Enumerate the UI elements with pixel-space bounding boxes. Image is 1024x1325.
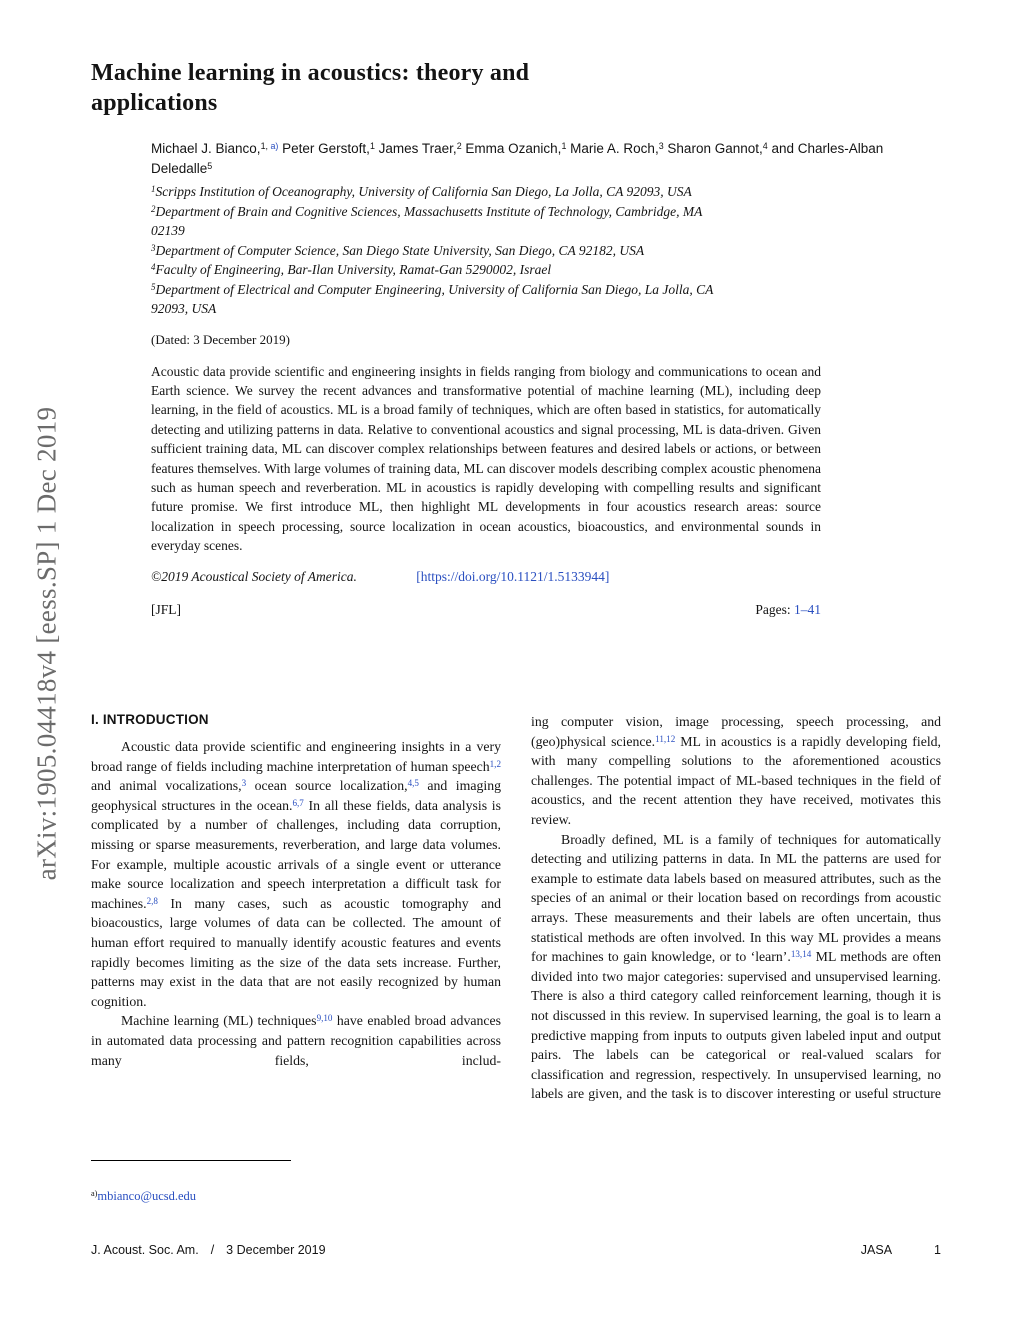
- footnote: [91, 1189, 196, 1204]
- title-line-1: Machine learning in acoustics: theory and: [91, 60, 530, 86]
- doi-link[interactable]: [https://doi.org/10.1121/1.5133944]: [416, 568, 610, 584]
- arxiv-stamp: arXiv:1905.04418v4 [eess.SP] 1 Dec 2019: [31, 406, 62, 881]
- pages-label: Pages:: [755, 601, 791, 617]
- jfl-pages-line: [151, 602, 821, 618]
- body-columns: [91, 712, 941, 1104]
- footer-journal-info: [91, 1243, 326, 1257]
- copyright-text: ©2019 Acoustical Society of America.: [151, 568, 357, 584]
- section-heading-introduction: I. INTRODUCTION: [91, 712, 209, 727]
- footer-journal-name: J. Acoust. Soc. Am.: [91, 1243, 199, 1257]
- affiliation-2: $^2$Department of Brain and Cognitive Sciences, Massachusetts Institute of Technology, Cambridge, MA 02139: [151, 203, 703, 238]
- right-column: [531, 712, 941, 1104]
- pages-link[interactable]: 1–41: [794, 601, 821, 617]
- copyright-line: [151, 569, 941, 585]
- paragraph: Machine learning (ML) techniques$^{9,10}$ have enabled broad advances in automated data processing and pattern recognition capabilities across many fields, includ-: [91, 1013, 501, 1068]
- affiliation-4: $^4$Faculty of Engineering, Bar-Ilan University, Ramat-Gan 5290002, Israel: [151, 262, 552, 277]
- footnote-email-link[interactable]: mbianco@ucsd.edu: [97, 1189, 197, 1203]
- footer-page-number: 1: [934, 1243, 941, 1257]
- dated-line: (Dated: 3 December 2019): [151, 331, 290, 347]
- footer-separator: /: [210, 1243, 215, 1257]
- paragraph: Broadly defined, ML is a family of techniques for automatically detecting and utilizing patterns in data. In ML the patterns are used for example to estimate data labels based on measured attributes, such as the species of an animal or their location based on recordings from acoustic arrays. These measurements and their labels are often uncertain, thus statistical methods are often involved. In this way ML provides a means for machines to gain knowledge, or to ‘learn’.$^{13,14}$ ML methods are often divided into two major categories: supervised and unsupervised learning. There is also a third category called reinforcement learning, though it is not discussed in this review. In supervised learning, the goal is to learn a predictive mapping from inputs to outputs given labeled input and output pairs. The labels can be categorical or real-valued scalars for classification and regression, respectively. In unsupervised learning, no labels are given, and the task is to discover interesting or useful structure: [531, 831, 941, 1102]
- jfl-tag: [JFL]: [151, 601, 181, 617]
- paragraph: ing computer vision, image processing, speech processing, and (geo)physical science.$^{11,12}$ ML in acoustics is a rapidly developing field, with many compelling solutions to the aforementioned acoustics challenges. The potential impact of ML-based techniques in the field of acoustics, and the recent attention they have received, motivates this review.: [531, 714, 941, 827]
- page-footer: [91, 1243, 941, 1257]
- paper-title: [91, 58, 941, 118]
- footnote-rule: [91, 1160, 291, 1161]
- pages-info: [755, 602, 821, 618]
- abstract-text: Acoustic data provide scientific and engineering insights in fields ranging from biology and communications to ocean and Earth science. We survey the recent advances and transformative potential of machine learning (ML), including deep learning, in the field of acoustics. ML is a broad family of techniques, which are often based in statistics, for automatically detecting and utilizing patterns in data. Relative to conventional acoustics and signal processing, ML is data-driven. Given sufficient training data, ML can discover complex relationships between features and desired labels or actions, or between features themselves. With large volumes of training data, ML can discover models describing complex acoustic phenomena such as human speech and reverberation. ML in acoustics is rapidly developing with compelling results and significant future promise. We first introduce ML, then highlight ML developments in four acoustics research areas: source localization in speech processing, source localization in ocean acoustics, bioacoustics, and environmental sounds in everyday scenes.: [151, 363, 821, 554]
- title-line-2: applications: [91, 90, 218, 116]
- footer-date: 3 December 2019: [226, 1243, 326, 1257]
- affiliation-5: $^5$Department of Electrical and Computer Engineering, University of California San Diego, La Jolla, CA 92093, USA: [151, 281, 714, 316]
- footer-journal-abbrev: JASA: [860, 1243, 893, 1257]
- affiliation-1: $^1$Scripps Institution of Oceanography, University of California San Diego, La Jolla, CA 92093, USA: [151, 184, 692, 199]
- paragraph: Acoustic data provide scientific and engineering insights in a very broad range of fields including machine interpretation of human speech$^{1,2}$ and animal vocalizations,$^3$ ocean source localization,$^{4,5}$ and imaging geophysical structures in the ocean.$^{6,7}$ In all these fields, data analysis is complicated by a number of challenges, including data corruption, missing or sparse measurements, reverberation, and large data volumes. For example, multiple acoustic arrivals of a single event or utterance make source localization and speech interpretation a difficult task for machines.$^{2,8}$ In many cases, such as acoustic tomography and bioacoustics, large volumes of data can be collected. The amount of human effort required to manually identify acoustic features and events rapidly becomes limiting as the size of the data sets increase. Further, patterns may exist in the data that are not easily recognized by human cognition.: [91, 739, 501, 1009]
- paper-header: [91, 58, 941, 618]
- left-column: [91, 712, 501, 1104]
- footnote-marker: a): [91, 1189, 98, 1199]
- footer-page-info: [861, 1243, 941, 1257]
- affiliations: [151, 182, 739, 319]
- affiliation-3: $^3$Department of Computer Science, San Diego State University, San Diego, CA 92182, USA: [151, 242, 645, 258]
- author-list: Michael J. Bianco,$^{1, a)}$ Peter Gerstoft,$^1$ James Traer,$^2$ Emma Ozanich,$^1$ Marie A. Roch,$^3$ Sharon Gannot,$^4$ and Charles-Alban Deledalle$^5$: [151, 141, 884, 176]
